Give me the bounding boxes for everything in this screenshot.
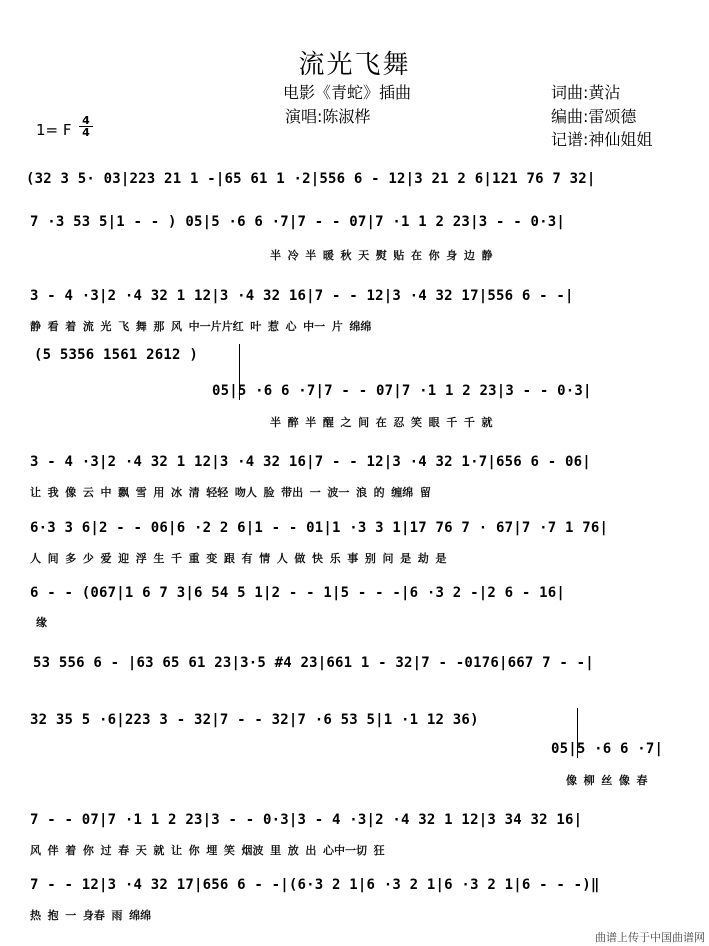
lyric-line-12: 热 抱 一 身春 雨 绵绵 (30, 909, 152, 922)
score-line-2: 7 ·3 53 5|1 - - ) 05|5 ·6 6 ·7|7 - - 07|7 ·1 1 2 23|3 - - 0·3| (30, 214, 565, 230)
score-line-9: 32 35 5 ·6|223 3 - 32|7 - - 32|7 ·6 53 5|1 ·1 12 36) (30, 712, 479, 728)
key-signature: 1= F (36, 121, 72, 139)
transcriber-credit: 记谱:神仙姐姐 (551, 130, 653, 149)
time-signature-denominator: 4 (82, 126, 90, 139)
lyric-line-11: 风 伴 着 你 过 春 天 就 让 你 埋 笑 烟波 里 放 出 心中一切 狂 (30, 844, 385, 857)
watermark-text: 曲谱上传于中国曲谱网 (595, 931, 705, 944)
singer-credit: 演唱:陈淑桦 (285, 107, 371, 126)
song-title: 流光飞舞 (298, 50, 411, 80)
score-line-1: (32 3 5· 03|223 21 1 -|65 61 1 ·2|556 6 - 12|3 21 2 6|121 76 7 32| (26, 171, 596, 187)
score-line-11: 7 - - 07|7 ·1 1 2 23|3 - - 0·3|3 - 4 ·3|2 ·4 32 1 12|3 34 32 16| (30, 812, 583, 828)
time-signature-numerator: 4 (79, 115, 93, 127)
score-line-10: 05|5 ·6 6 ·7| (551, 741, 664, 757)
song-subtitle: 电影《青蛇》插曲 (283, 83, 412, 102)
lyric-line-3: 静 看 着 流 光 飞 舞 那 风 中一片片红 叶 惹 心 中一 片 绵绵 (30, 320, 372, 333)
lyric-line-10: 像 柳 丝 像 春 (566, 774, 648, 787)
score-line-5: 3 - 4 ·3|2 ·4 32 1 12|3 ·4 32 16|7 - - 12|3 ·4 32 1·7|656 6 - 06| (30, 454, 591, 470)
arranger-credit: 编曲:雷颂德 (551, 107, 637, 126)
score-line-8: 53 556 6 - |63 65 61 23|3·5 #4 23|661 1 - 32|7 - -0176|667 7 - -| (33, 655, 594, 671)
score-line-3: 3 - 4 ·3|2 ·4 32 1 12|3 ·4 32 16|7 - - 12|3 ·4 32 17|556 6 - -| (30, 288, 574, 304)
lyric-line-4: 半 醉 半 醒 之 间 在 忍 笑 眼 千 千 就 (270, 416, 493, 429)
score-line-12: 7 - - 12|3 ·4 32 17|656 6 - -|(6·3 2 1|6 ·3 2 1|6 ·3 2 1|6 - - -)‖ (30, 877, 600, 893)
score-line-7: 6 - - (067|1 6 7 3|6 54 5 1|2 - - 1|5 - - -|6 ·3 2 -|2 6 - 16| (30, 585, 565, 601)
lyric-line-7: 缘 (36, 616, 47, 629)
lyric-line-6: 人 间 多 少 爱 迎 浮 生 千 重 变 跟 有 情 人 做 快 乐 事 别 问 是 劫 是 (30, 552, 447, 565)
score-line-4b: 05|5 ·6 6 ·7|7 - - 07|7 ·1 1 2 23|3 - - 0·3| (212, 383, 592, 399)
lyricist-composer-credit: 词曲:黄沾 (551, 83, 621, 102)
lyric-line-5: 让 我 像 云 中 飘 雪 用 冰 清 轻轻 吻人 脸 带出 一 波一 浪 的 缠绵 留 (30, 486, 431, 499)
lyric-line-2: 半 冷 半 暖 秋 天 熨 贴 在 你 身 边 静 (270, 249, 493, 262)
time-signature (79, 115, 93, 138)
score-line-6: 6·3 3 6|2 - - 06|6 ·2 2 6|1 - - 01|1 ·3 3 1|17 76 7 · 67|7 ·7 1 76| (30, 520, 609, 536)
score-line-4a: (5 5356 1561 2612 ) (34, 347, 198, 363)
